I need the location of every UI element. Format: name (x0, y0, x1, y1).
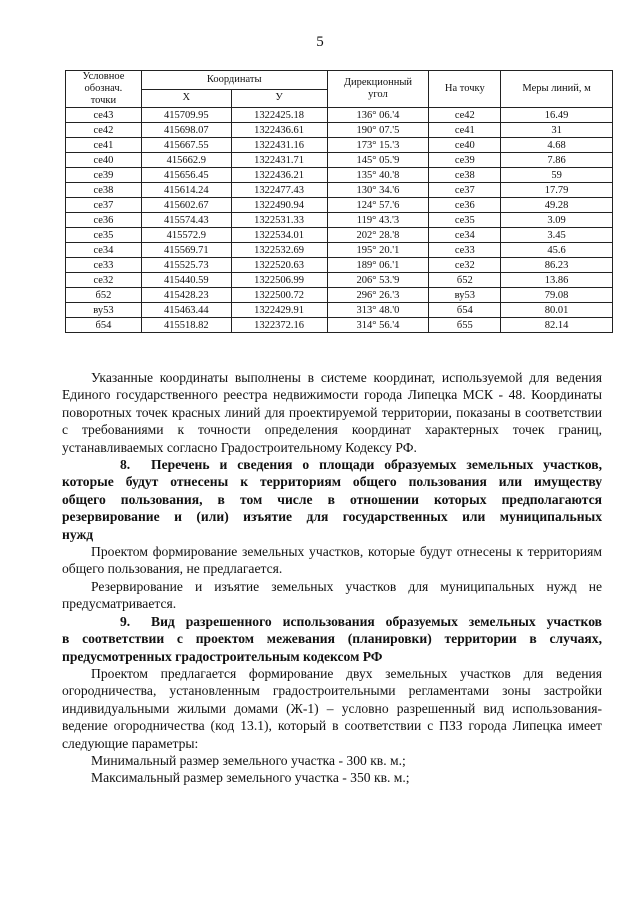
table-cell-len: 3.09 (501, 213, 613, 228)
table-cell-y: 1322532.69 (231, 243, 327, 258)
table-cell-to: б52 (429, 273, 501, 288)
table-row (66, 123, 613, 138)
table-cell-x: 415698.07 (141, 123, 231, 138)
table-cell-x: 415569.71 (141, 243, 231, 258)
table-cell-to: се34 (429, 228, 501, 243)
table-cell-y: 1322500.72 (231, 288, 327, 303)
table-cell-angle: 130° 34.'6 (327, 183, 429, 198)
table-cell-x: 415463.44 (141, 303, 231, 318)
table-cell-y: 1322490.94 (231, 198, 327, 213)
table-cell-to: се40 (429, 138, 501, 153)
table-row (66, 258, 613, 273)
table-cell-x: 415656.45 (141, 168, 231, 183)
table-cell-x: 415572.9 (141, 228, 231, 243)
header-y: У (231, 89, 327, 108)
table-cell-angle: 313° 48.'0 (327, 303, 429, 318)
table-row (66, 153, 613, 168)
table-cell-y: 1322520.63 (231, 258, 327, 273)
table-cell-to: се35 (429, 213, 501, 228)
table-cell-len: 45.6 (501, 243, 613, 258)
table-cell-to: б54 (429, 303, 501, 318)
table-cell-point: се38 (66, 183, 142, 198)
table-cell-point: се36 (66, 213, 142, 228)
table-cell-point: се35 (66, 228, 142, 243)
table-cell-y: 1322436.21 (231, 168, 327, 183)
table-cell-x: 415602.67 (141, 198, 231, 213)
table-cell-y: 1322429.91 (231, 303, 327, 318)
table-cell-len: 16.49 (501, 108, 613, 123)
table-cell-angle: 206° 53.'9 (327, 273, 429, 288)
table-cell-x: 415662.9 (141, 153, 231, 168)
table-cell-len: 49.28 (501, 198, 613, 213)
table-cell-angle: 296° 26.'3 (327, 288, 429, 303)
paragraph-min-size: Минимальный размер земельного участка - 300 кв. м.; (91, 752, 406, 768)
table-cell-to: се32 (429, 258, 501, 273)
table-row (66, 303, 613, 318)
table-cell-x: 415574.43 (141, 213, 231, 228)
table-cell-len: 80.01 (501, 303, 613, 318)
table-row (66, 213, 613, 228)
table-cell-len: 31 (501, 123, 613, 138)
table-cell-angle: 124° 57.'6 (327, 198, 429, 213)
table-cell-to: се38 (429, 168, 501, 183)
table-cell-to: се42 (429, 108, 501, 123)
table-cell-angle: 314° 56.'4 (327, 318, 429, 333)
section-9-title-rest: в соответствии с проектом межевания (планировки) территории в случаях, предусмотренных градостроительным кодексом РФ (62, 631, 602, 664)
header-x: X (141, 89, 231, 108)
table-row (66, 288, 613, 303)
table-cell-x: 415428.23 (141, 288, 231, 303)
table-cell-point: ву53 (66, 303, 142, 318)
table-row (66, 243, 613, 258)
table-cell-len: 4.68 (501, 138, 613, 153)
table-cell-x: 415525.73 (141, 258, 231, 273)
paragraph-max-size: Максимальный размер земельного участка - 350 кв. м.; (91, 770, 410, 786)
paragraph-coordinate-system: Указанные координаты выполнены в системе координат, используемой для ведения Единого государственного реестра недвижимости города Липецка МСК - 48. Координаты поворотных точек красных линий для проектируемой территории, показаны в соответствии с требованиями к точности определения координат характерных точек границ, устанавливаемых согласно Градостроительному Кодексу РФ. (62, 370, 602, 455)
header-length: Меры линий, м (501, 71, 613, 108)
table-cell-y: 1322534.01 (231, 228, 327, 243)
document-body (62, 369, 602, 787)
table-cell-y: 1322431.71 (231, 153, 327, 168)
table-cell-angle: 145° 05.'9 (327, 153, 429, 168)
table-cell-len: 79.08 (501, 288, 613, 303)
table-cell-angle: 173° 15.'3 (327, 138, 429, 153)
table-cell-y: 1322436.61 (231, 123, 327, 138)
page-number: 5 (316, 34, 324, 50)
coordinates-table (65, 70, 613, 333)
table-cell-angle: 136° 06.'4 (327, 108, 429, 123)
table-cell-x: 415440.59 (141, 273, 231, 288)
table-row (66, 273, 613, 288)
table-cell-angle: 202° 28.'8 (327, 228, 429, 243)
table-cell-x: 415667.55 (141, 138, 231, 153)
table-cell-point: се40 (66, 153, 142, 168)
table-cell-point: се43 (66, 108, 142, 123)
table-cell-to: се36 (429, 198, 501, 213)
header-point: Условное обознач. точки (66, 71, 142, 108)
table-cell-x: 415614.24 (141, 183, 231, 198)
table-cell-y: 1322372.16 (231, 318, 327, 333)
table-cell-point: се37 (66, 198, 142, 213)
paragraph-reservation: Резервирование и изъятие земельных участков для муниципальных нужд не предусматривается. (62, 578, 602, 612)
table-cell-to: се41 (429, 123, 501, 138)
table-cell-point: се42 (66, 123, 142, 138)
table-cell-y: 1322531.33 (231, 213, 327, 228)
table-cell-angle: 189° 06.'1 (327, 258, 429, 273)
table-cell-len: 3.45 (501, 228, 613, 243)
table-row (66, 183, 613, 198)
section-8-title-line-1: 8. Перечень и сведения о площади образуемых земельных участков, (120, 457, 602, 473)
table-row (66, 108, 613, 123)
table-cell-to: се37 (429, 183, 501, 198)
paragraph-public-territories: Проектом формирование земельных участков, которые будут отнесены к территориям общего пользования, не предлагается. (62, 544, 602, 577)
table-cell-point: б52 (66, 288, 142, 303)
paragraph-land-plots: Проектом предлагается формирование двух земельных участков для ведения огородничества, установленным градостроительными регламентами зоны застройки индивидуальными жилыми домами (Ж-1) – условно разрешенный вид использования-ведение огородничества (код 13.1), который в соответствии с ПЗЗ города Липецка имеет следующие параметры: (62, 665, 602, 751)
table-cell-y: 1322477.43 (231, 183, 327, 198)
section-8-title-line-4: резервирование и (или) изъятие для государственных или муниципальных (62, 509, 602, 525)
table-cell-to: б55 (429, 318, 501, 333)
table-cell-len: 86.23 (501, 258, 613, 273)
table-cell-angle: 190° 07.'5 (327, 123, 429, 138)
table-cell-point: се34 (66, 243, 142, 258)
header-direction: Дирекционный угол (327, 71, 429, 108)
table-cell-len: 82.14 (501, 318, 613, 333)
coordinates-table-body (66, 108, 613, 333)
header-to-point: На точку (429, 71, 501, 108)
table-row (66, 168, 613, 183)
table-cell-len: 13.86 (501, 273, 613, 288)
section-9-title-line-1: 9. Вид разрешенного использования образуемых земельных участков (120, 613, 602, 629)
table-cell-point: се32 (66, 273, 142, 288)
table-cell-to: се39 (429, 153, 501, 168)
table-cell-len: 17.79 (501, 183, 613, 198)
table-cell-len: 7.86 (501, 153, 613, 168)
table-cell-angle: 135° 40.'8 (327, 168, 429, 183)
table-cell-point: б54 (66, 318, 142, 333)
table-cell-len: 59 (501, 168, 613, 183)
table-cell-point: се33 (66, 258, 142, 273)
table-cell-y: 1322425.18 (231, 108, 327, 123)
table-cell-point: се41 (66, 138, 142, 153)
table-cell-y: 1322506.99 (231, 273, 327, 288)
table-cell-point: се39 (66, 168, 142, 183)
table-cell-angle: 119° 43.'3 (327, 213, 429, 228)
table-cell-y: 1322431.16 (231, 138, 327, 153)
table-cell-angle: 195° 20.'1 (327, 243, 429, 258)
section-8-title-line-2: которые будут отнесены к территориям общего пользования или имуществу (62, 474, 602, 490)
table-row (66, 228, 613, 243)
section-8-title-line-3: общего пользования, в том числе в отношении которых предполагаются (62, 491, 602, 507)
table-cell-x: 415518.82 (141, 318, 231, 333)
table-row (66, 138, 613, 153)
section-8-title-line-5: нужд (62, 526, 94, 542)
table-cell-to: ву53 (429, 288, 501, 303)
table-cell-x: 415709.95 (141, 108, 231, 123)
table-row (66, 318, 613, 333)
header-coordinates: Координаты (141, 71, 327, 90)
table-cell-to: се33 (429, 243, 501, 258)
table-row (66, 198, 613, 213)
